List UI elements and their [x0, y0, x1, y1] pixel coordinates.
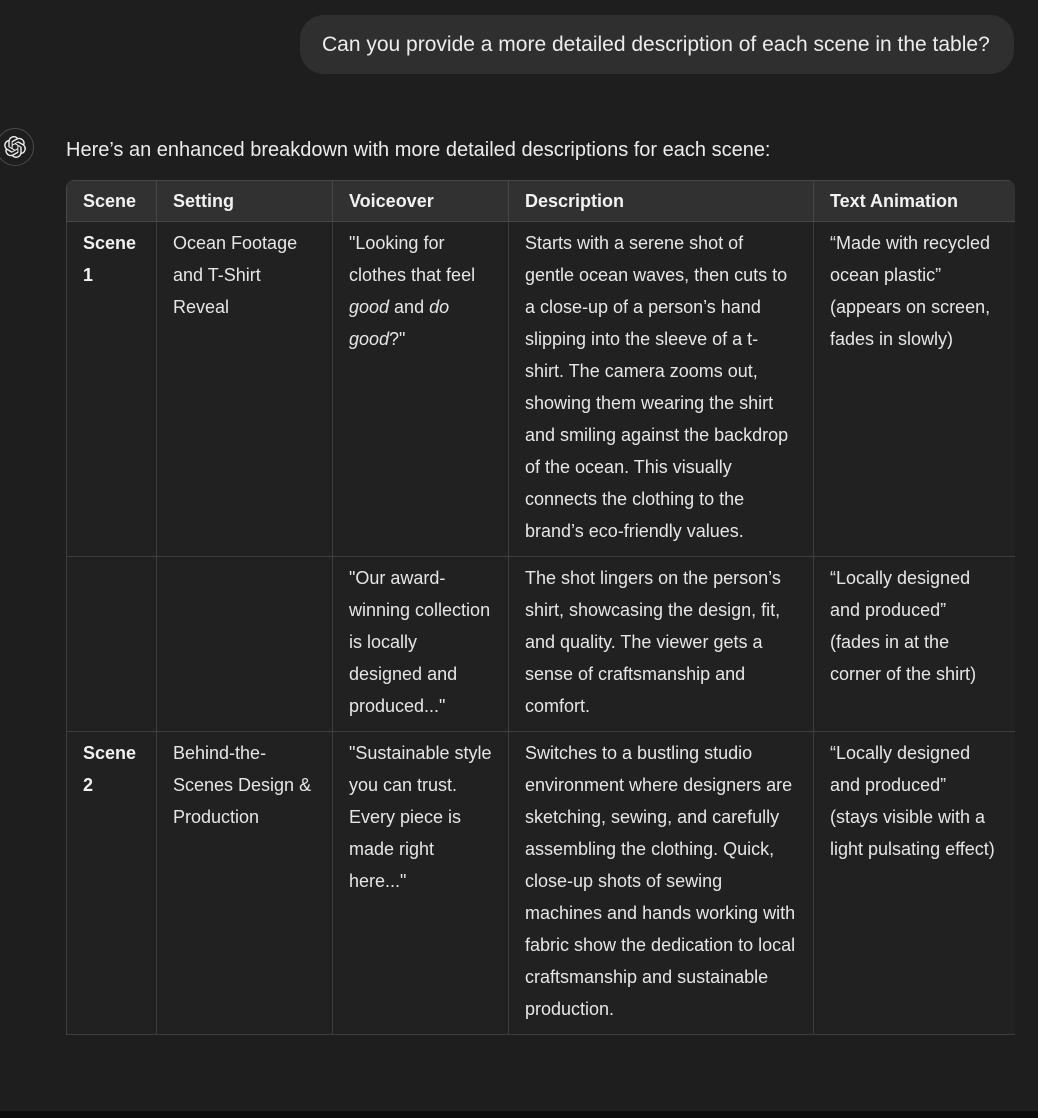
- column-header: Setting: [157, 181, 333, 222]
- user-message-bubble: [300, 15, 1014, 74]
- bottom-edge-strip: [0, 1111, 1038, 1118]
- assistant-content: [66, 126, 1038, 1035]
- scene-table: [66, 180, 1015, 1035]
- assistant-intro-text: Here’s an enhanced breakdown with more detailed descriptions for each scene:: [66, 139, 771, 161]
- scene-table-header-row: [67, 181, 1016, 222]
- user-message-row: [0, 0, 1038, 74]
- table-cell: The shot lingers on the person’s shirt, showcasing the design, fit, and quality. The viewer gets a sense of craftsmanship and comfort.: [509, 557, 814, 732]
- table-cell: Switches to a bustling studio environment where designers are sketching, sewing, and carefully assembling the clothing. Quick, close-up shots of sewing machines and hands working with fabric show the dedication to local craftsmanship and sustainable production.: [509, 732, 814, 1035]
- table-cell: “Locally designed and produced” (fades in at the corner of the shirt): [814, 557, 1016, 732]
- assistant-message: [0, 126, 1038, 1035]
- table-cell: [157, 557, 333, 732]
- table-cell: Scene 1: [67, 222, 157, 557]
- table-cell: “Made with recycled ocean plastic” (appears on screen, fades in slowly): [814, 222, 1016, 557]
- table-cell: Behind-the-Scenes Design & Production: [157, 732, 333, 1035]
- openai-logo-icon: [4, 136, 26, 158]
- table-cell: "Looking for clothes that feel good and do good?": [333, 222, 509, 557]
- scene-table-body: [67, 222, 1016, 1035]
- table-row: [67, 557, 1016, 732]
- column-header: Scene: [67, 181, 157, 222]
- column-header: Text Animation: [814, 181, 1016, 222]
- table-row: [67, 222, 1016, 557]
- column-header: Voiceover: [333, 181, 509, 222]
- table-cell: [67, 557, 157, 732]
- table-cell: “Locally designed and produced” (stays visible with a light pulsating effect): [814, 732, 1016, 1035]
- user-message-text: Can you provide a more detailed description of each scene in the table?: [322, 33, 990, 56]
- table-cell: Scene 2: [67, 732, 157, 1035]
- table-cell: Ocean Footage and T-Shirt Reveal: [157, 222, 333, 557]
- assistant-avatar: [0, 128, 34, 166]
- scene-table-wrapper: [66, 180, 1015, 1035]
- table-row: [67, 732, 1016, 1035]
- table-cell: Starts with a serene shot of gentle ocean waves, then cuts to a close-up of a person’s hand slipping into the sleeve of a t-shirt. The camera zooms out, showing them wearing the shirt and smiling against the backdrop of the ocean. This visually connects the clothing to the brand’s eco-friendly values.: [509, 222, 814, 557]
- column-header: Description: [509, 181, 814, 222]
- table-cell: "Our award-winning collection is locally designed and produced...": [333, 557, 509, 732]
- table-cell: "Sustainable style you can trust. Every piece is made right here...": [333, 732, 509, 1035]
